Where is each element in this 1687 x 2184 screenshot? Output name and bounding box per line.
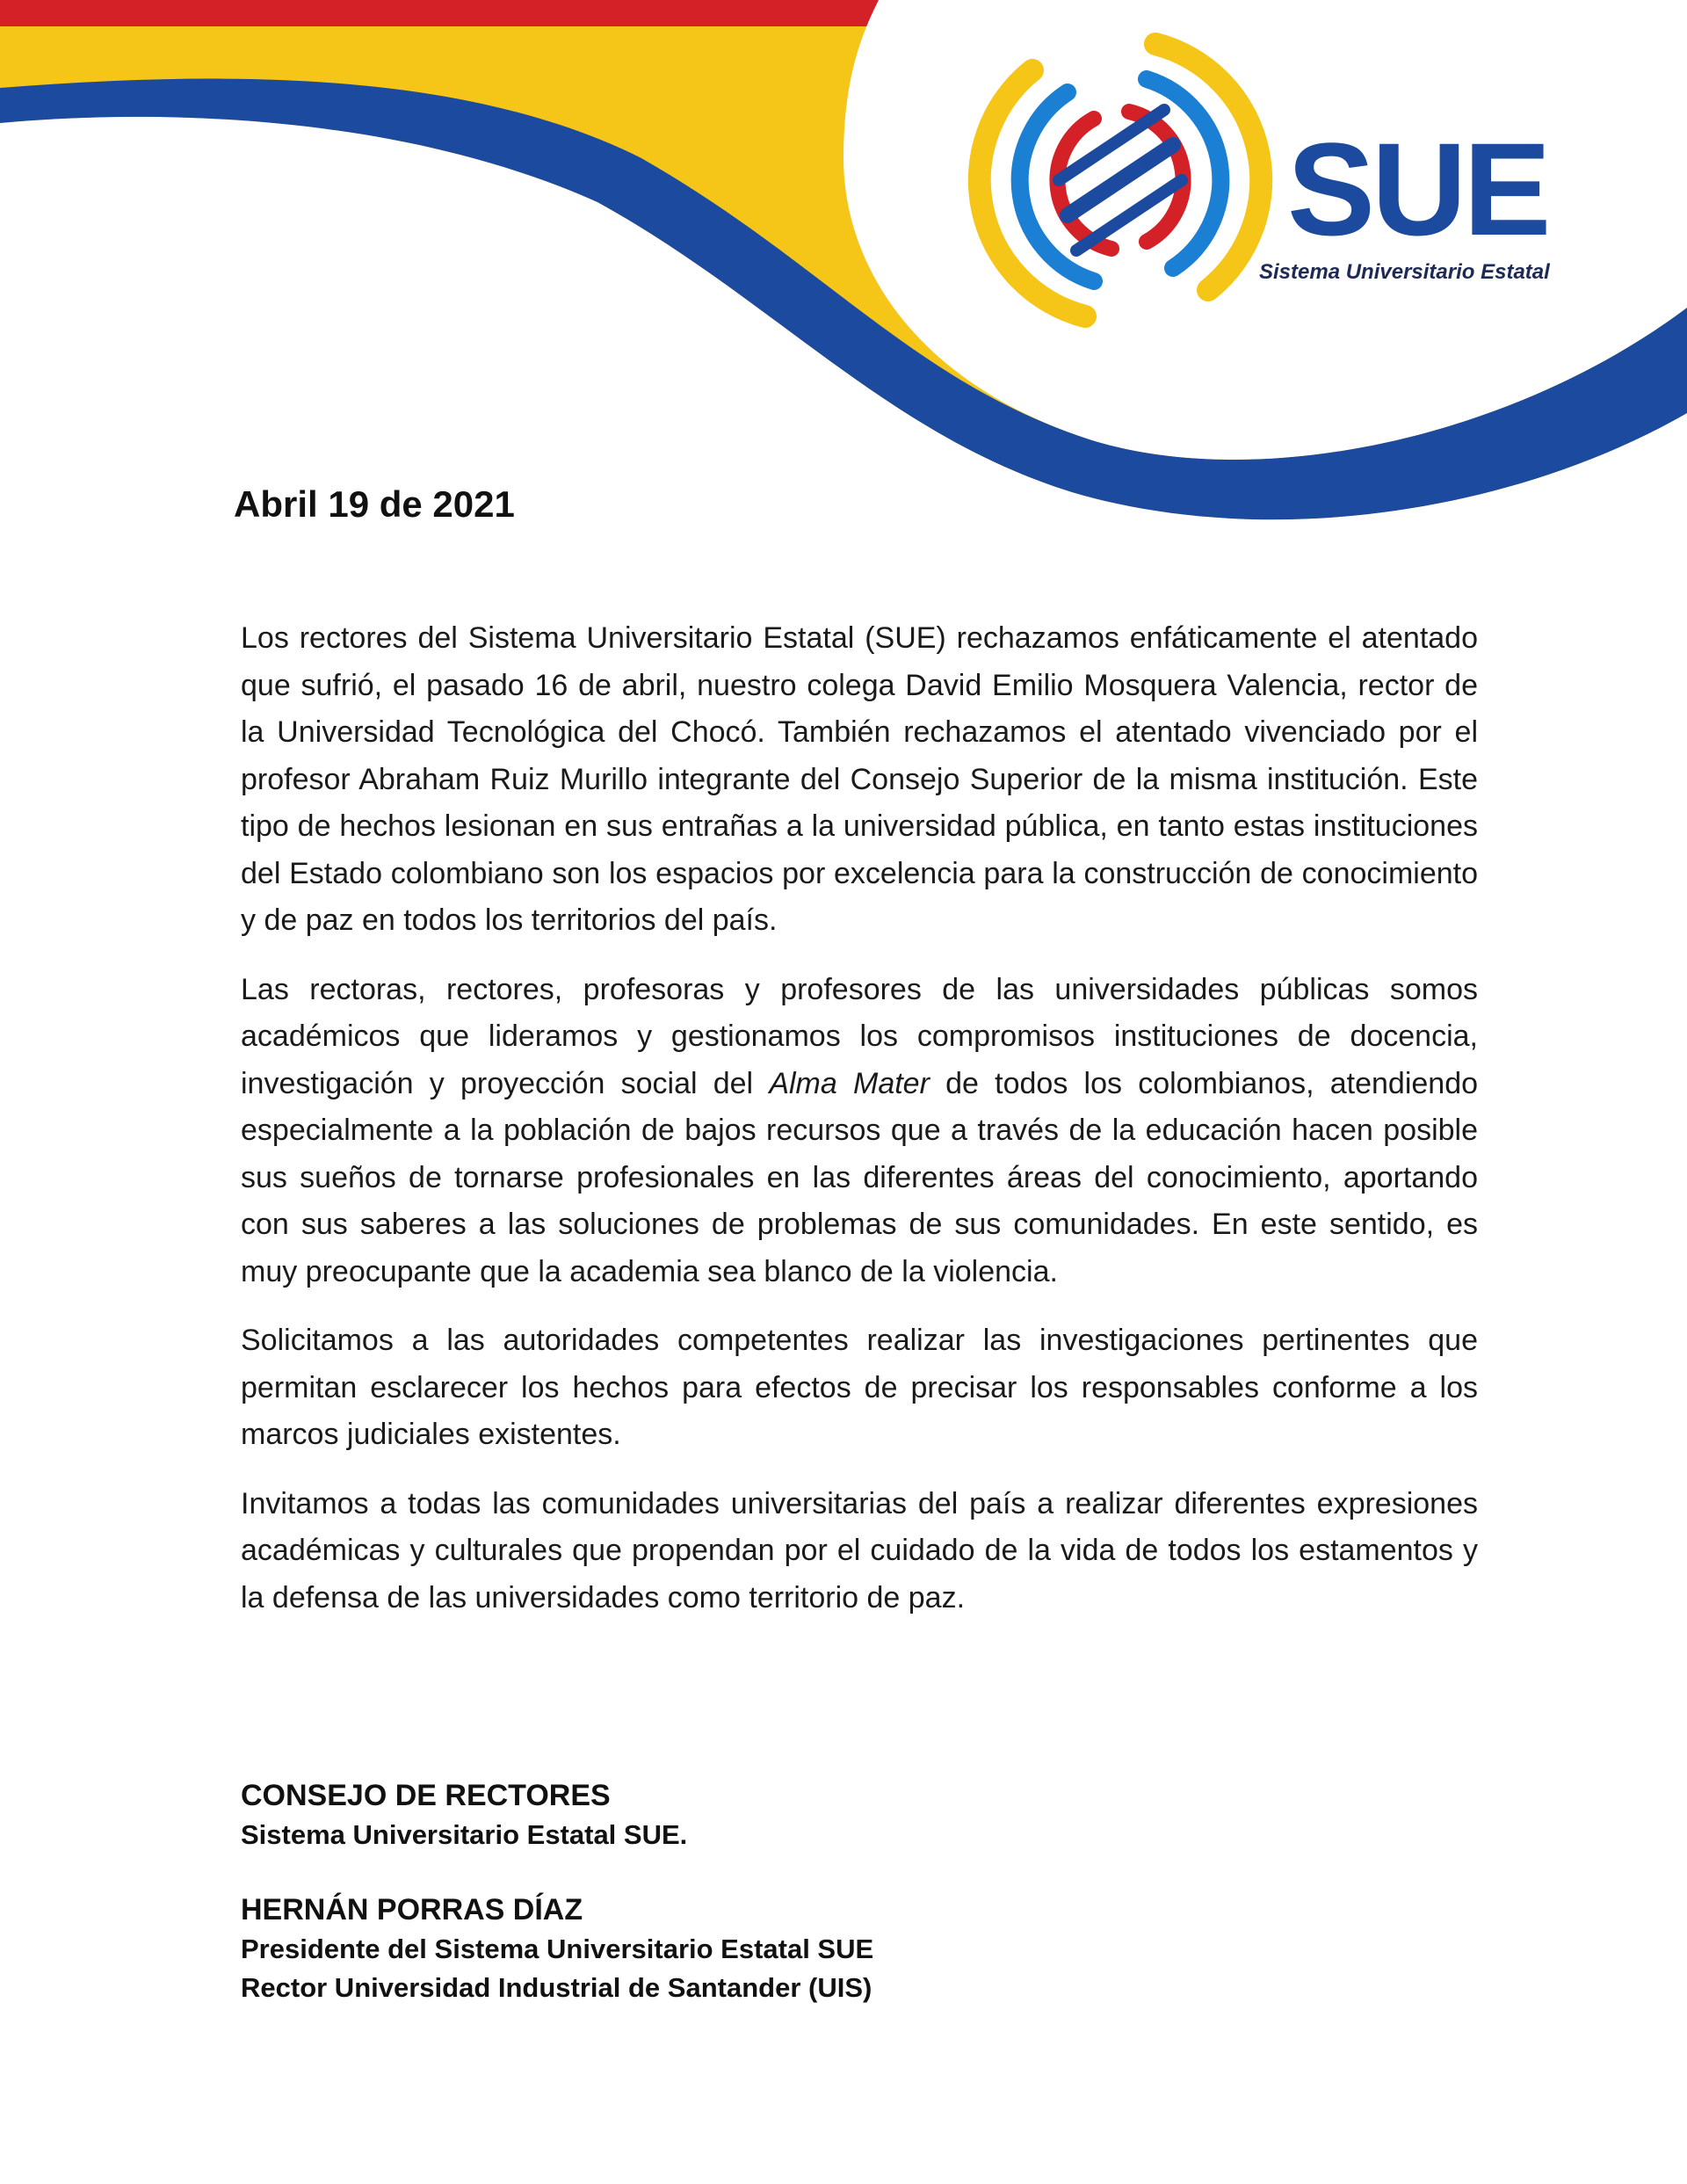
paragraph-3: Solicitamos a las autoridades competentes realizar las investigaciones pertinentes que permitan esclarecer los hechos para efectos de precisar los responsables conforme a los marcos judiciales existentes. xyxy=(241,1324,1478,1451)
red-band xyxy=(0,0,879,26)
document-date: Abril 19 de 2021 xyxy=(234,483,515,525)
paragraph-2 xyxy=(241,967,1478,1296)
logo-wordmark xyxy=(1259,115,1550,285)
paragraph-2-start: Las rectoras, rectores, profesoras y profesores de las universidades públicas somos académicos que lideramos y gestionamos los compromisos instituciones de docencia, investigación y proyección social del xyxy=(241,972,1478,1100)
paragraph-2-end: de todos los colombianos, atendiendo especialmente a la población de bajos recursos que a través de la educación hacen posible sus sueños de tornarse profesionales en las diferentes áreas del conocimiento, aportando con sus saberes a las soluciones de problemas de sus comunidades. En este sentido, es muy preocupante que la academia sea blanco de la violencia. xyxy=(241,1066,1479,1288)
letterhead-banner xyxy=(0,0,1687,562)
paragraph-4: Invitamos a todas las comunidades universitarias del país a realizar diferentes expresiones académicas y culturales que propendan por el cuidado de la vida de todos los estamentos y la defensa de las universidades como territorio de paz. xyxy=(241,1486,1478,1614)
signature-block xyxy=(241,1775,873,2007)
signature-title-1: Presidente del Sistema Universitario Estatal SUE xyxy=(241,1934,874,1964)
logo-subtitle: Sistema Universitario Estatal xyxy=(1259,260,1550,284)
signature-council-org: Sistema Universitario Estatal SUE. xyxy=(241,1819,688,1850)
paragraph-1: Los rectores del Sistema Universitario Estatal (SUE) rechazamos enfáticamente el atentado que sufrió, el pasado 16 de abril, nuestro colega David Emilio Mosquera Valencia, rector de la Universidad Tecnológica del Chocó. También rechazamos el atentado vivenciado por el profesor Abraham Ruiz Murillo integrante del Consejo Superior de la misma institución. Este tipo de hechos lesionan en sus entrañas a la universidad pública, en tanto estas instituciones del Estado colombiano son los espacios por excelencia para la construcción de conocimiento y de paz en todos los territorios del país. xyxy=(241,621,1478,937)
signature-title-2: Rector Universidad Industrial de Santander (UIS) xyxy=(241,1972,872,2003)
document-body xyxy=(241,615,1478,1643)
signature-name: HERNÁN PORRAS DÍAZ xyxy=(241,1893,583,1926)
signature-council: CONSEJO DE RECTORES xyxy=(241,1779,611,1812)
logo-title: SUE xyxy=(1287,115,1548,263)
paragraph-2-emphasis: Alma Mater xyxy=(769,1066,930,1100)
